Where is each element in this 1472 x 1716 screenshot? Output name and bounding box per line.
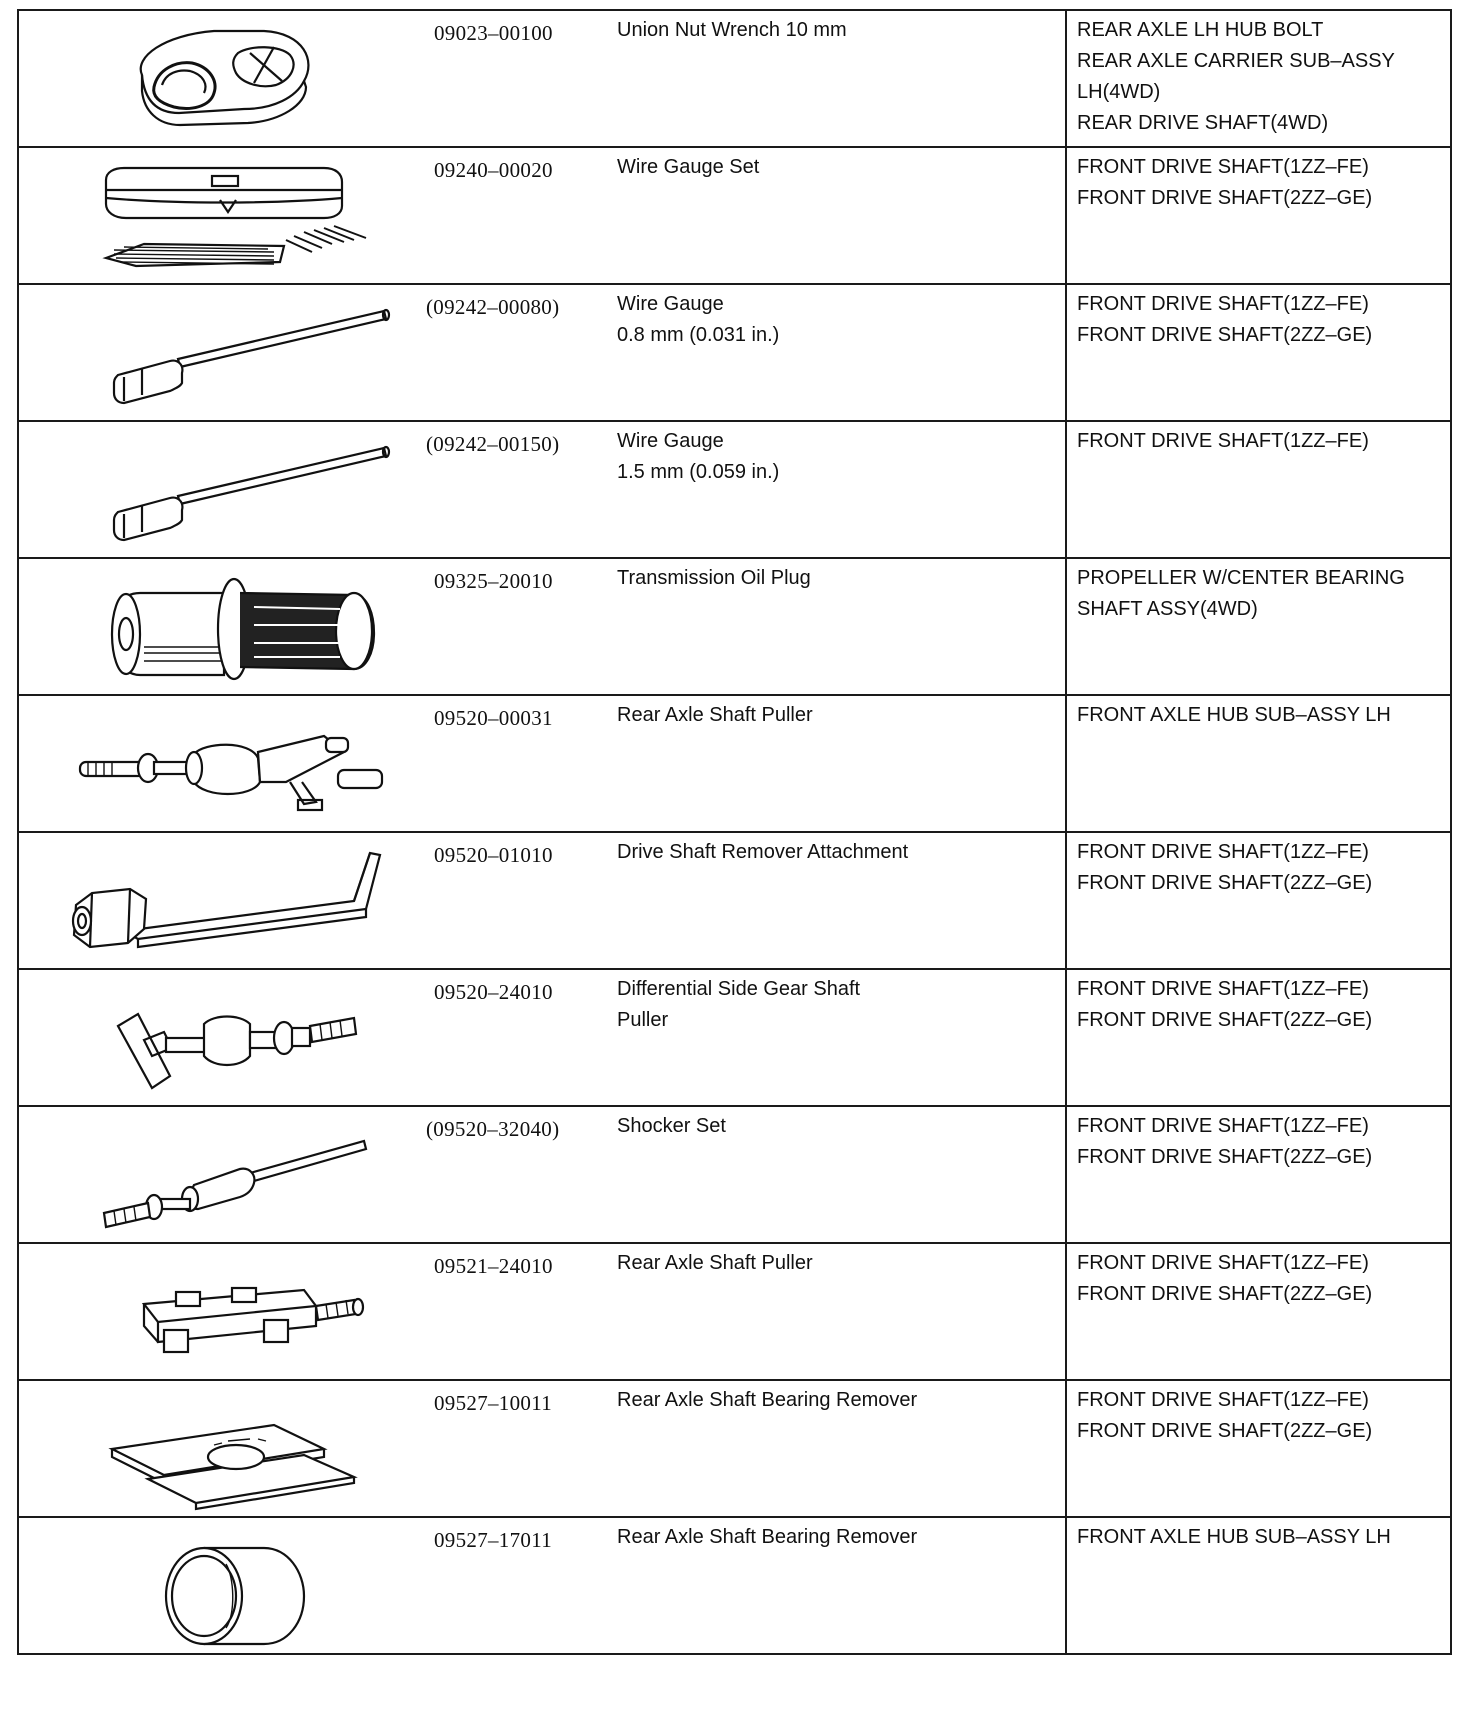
usage-line: FRONT DRIVE SHAFT(2ZZ–GE) <box>1077 1283 1373 1305</box>
usage-list <box>1067 833 1450 899</box>
usage-cell <box>1066 10 1451 147</box>
side-gear-shaft-puller-icon <box>19 970 439 1107</box>
part-name-line: Puller <box>617 1009 669 1031</box>
tool-cell <box>18 558 1066 695</box>
tool-cell <box>18 284 1066 421</box>
tool-cell <box>18 832 1066 969</box>
part-name <box>617 1111 1047 1142</box>
usage-line: FRONT DRIVE SHAFT(1ZZ–FE) <box>1077 430 1369 452</box>
usage-list <box>1067 285 1450 351</box>
usage-line: FRONT DRIVE SHAFT(1ZZ–FE) <box>1077 978 1369 1000</box>
part-number: 09240–00020 <box>434 158 553 182</box>
part-name-line: Wire Gauge <box>617 430 724 452</box>
part-number: 09521–24010 <box>434 1254 553 1278</box>
usage-cell <box>1066 695 1451 832</box>
table-row <box>18 1380 1451 1517</box>
table-row <box>18 1517 1451 1654</box>
part-name <box>617 837 1047 868</box>
part-name <box>617 15 1047 46</box>
usage-cell <box>1066 832 1451 969</box>
table-row <box>18 558 1451 695</box>
usage-cell <box>1066 1106 1451 1243</box>
wire-gauge-set-icon <box>19 148 439 285</box>
part-name <box>617 1522 1047 1553</box>
usage-line: FRONT DRIVE SHAFT(2ZZ–GE) <box>1077 1420 1373 1442</box>
part-name <box>617 974 1047 1036</box>
usage-line: REAR AXLE CARRIER SUB–ASSY <box>1077 50 1395 72</box>
usage-cell <box>1066 1517 1451 1654</box>
usage-line: FRONT DRIVE SHAFT(1ZZ–FE) <box>1077 1389 1369 1411</box>
part-name-line: Rear Axle Shaft Bearing Remover <box>617 1526 918 1548</box>
usage-line: SHAFT ASSY(4WD) <box>1077 598 1258 620</box>
usage-list <box>1067 970 1450 1036</box>
part-name-line: Drive Shaft Remover Attachment <box>617 841 909 863</box>
usage-line: FRONT DRIVE SHAFT(2ZZ–GE) <box>1077 1009 1373 1031</box>
usage-line: FRONT AXLE HUB SUB–ASSY LH <box>1077 704 1391 726</box>
tool-cell <box>18 695 1066 832</box>
usage-line: FRONT DRIVE SHAFT(2ZZ–GE) <box>1077 1146 1373 1168</box>
usage-line: FRONT DRIVE SHAFT(1ZZ–FE) <box>1077 1115 1369 1137</box>
table-row <box>18 421 1451 558</box>
tool-cell <box>18 10 1066 147</box>
part-name-line: Rear Axle Shaft Puller <box>617 1252 813 1274</box>
usage-line: PROPELLER W/CENTER BEARING <box>1077 567 1405 589</box>
part-number: 09520–01010 <box>434 843 553 867</box>
usage-list <box>1067 1244 1450 1310</box>
part-number: (09242–00080) <box>426 295 560 319</box>
part-number: (09242–00150) <box>426 432 560 456</box>
part-name <box>617 1248 1047 1279</box>
shaft-puller-frame-icon <box>19 1244 439 1381</box>
usage-line: FRONT DRIVE SHAFT(1ZZ–FE) <box>1077 1252 1369 1274</box>
usage-list <box>1067 1518 1450 1553</box>
part-name-line: 0.8 mm (0.031 in.) <box>617 324 780 346</box>
tool-cell <box>18 1517 1066 1654</box>
part-number: 09527–17011 <box>434 1528 553 1552</box>
usage-cell <box>1066 969 1451 1106</box>
usage-list <box>1067 422 1450 457</box>
union-nut-wrench-icon <box>19 11 439 148</box>
oil-plug-icon <box>19 559 439 696</box>
part-name-line: Rear Axle Shaft Puller <box>617 704 813 726</box>
tool-cell <box>18 1243 1066 1380</box>
part-number: 09527–10011 <box>434 1391 553 1415</box>
part-number: 09325–20010 <box>434 569 553 593</box>
usage-line: FRONT DRIVE SHAFT(1ZZ–FE) <box>1077 841 1369 863</box>
usage-cell <box>1066 1380 1451 1517</box>
axle-shaft-puller-icon <box>19 696 439 833</box>
part-name <box>617 289 1047 351</box>
part-name <box>617 426 1047 488</box>
table-row <box>18 1243 1451 1380</box>
part-name <box>617 1385 1047 1416</box>
wire-gauge-icon <box>19 422 439 559</box>
part-name <box>617 152 1047 183</box>
usage-cell <box>1066 558 1451 695</box>
tool-cell <box>18 421 1066 558</box>
usage-list <box>1067 559 1450 625</box>
usage-line: REAR AXLE LH HUB BOLT <box>1077 19 1324 41</box>
tool-cell <box>18 147 1066 284</box>
part-name-line: Union Nut Wrench 10 mm <box>617 19 847 41</box>
table-row <box>18 695 1451 832</box>
part-name-line: Shocker Set <box>617 1115 726 1137</box>
tool-cell <box>18 969 1066 1106</box>
tool-cell <box>18 1380 1066 1517</box>
bearing-remover-cup-icon <box>19 1518 439 1655</box>
usage-line: REAR DRIVE SHAFT(4WD) <box>1077 112 1329 134</box>
usage-cell <box>1066 147 1451 284</box>
usage-cell <box>1066 421 1451 558</box>
remover-attachment-icon <box>19 833 439 970</box>
shocker-set-icon <box>19 1107 439 1244</box>
usage-list <box>1067 1107 1450 1173</box>
part-number: 09023–00100 <box>434 21 553 45</box>
usage-list <box>1067 1381 1450 1447</box>
usage-list <box>1067 148 1450 214</box>
table-row <box>18 147 1451 284</box>
usage-cell <box>1066 284 1451 421</box>
bearing-remover-plate-icon <box>19 1381 439 1518</box>
part-name-line: Differential Side Gear Shaft <box>617 978 861 1000</box>
usage-cell <box>1066 1243 1451 1380</box>
table-row <box>18 832 1451 969</box>
part-name-line: Transmission Oil Plug <box>617 567 811 589</box>
part-name-line: 1.5 mm (0.059 in.) <box>617 461 780 483</box>
usage-line: FRONT DRIVE SHAFT(1ZZ–FE) <box>1077 156 1369 178</box>
usage-line: FRONT AXLE HUB SUB–ASSY LH <box>1077 1526 1391 1548</box>
special-service-tools-table <box>17 9 1452 1655</box>
table-row <box>18 284 1451 421</box>
usage-line: LH(4WD) <box>1077 81 1161 103</box>
tool-cell <box>18 1106 1066 1243</box>
part-number: (09520–32040) <box>426 1117 560 1141</box>
usage-line: FRONT DRIVE SHAFT(2ZZ–GE) <box>1077 324 1373 346</box>
table-row <box>18 10 1451 147</box>
part-name <box>617 563 1047 594</box>
usage-line: FRONT DRIVE SHAFT(2ZZ–GE) <box>1077 187 1373 209</box>
usage-list <box>1067 696 1450 731</box>
part-name-line: Wire Gauge Set <box>617 156 760 178</box>
part-name-line: Rear Axle Shaft Bearing Remover <box>617 1389 918 1411</box>
table-row <box>18 969 1451 1106</box>
usage-line: FRONT DRIVE SHAFT(1ZZ–FE) <box>1077 293 1369 315</box>
wire-gauge-icon <box>19 285 439 422</box>
part-name-line: Wire Gauge <box>617 293 724 315</box>
table-row <box>18 1106 1451 1243</box>
part-number: 09520–00031 <box>434 706 553 730</box>
usage-line: FRONT DRIVE SHAFT(2ZZ–GE) <box>1077 872 1373 894</box>
part-number: 09520–24010 <box>434 980 553 1004</box>
part-name <box>617 700 1047 731</box>
usage-list <box>1067 11 1450 139</box>
